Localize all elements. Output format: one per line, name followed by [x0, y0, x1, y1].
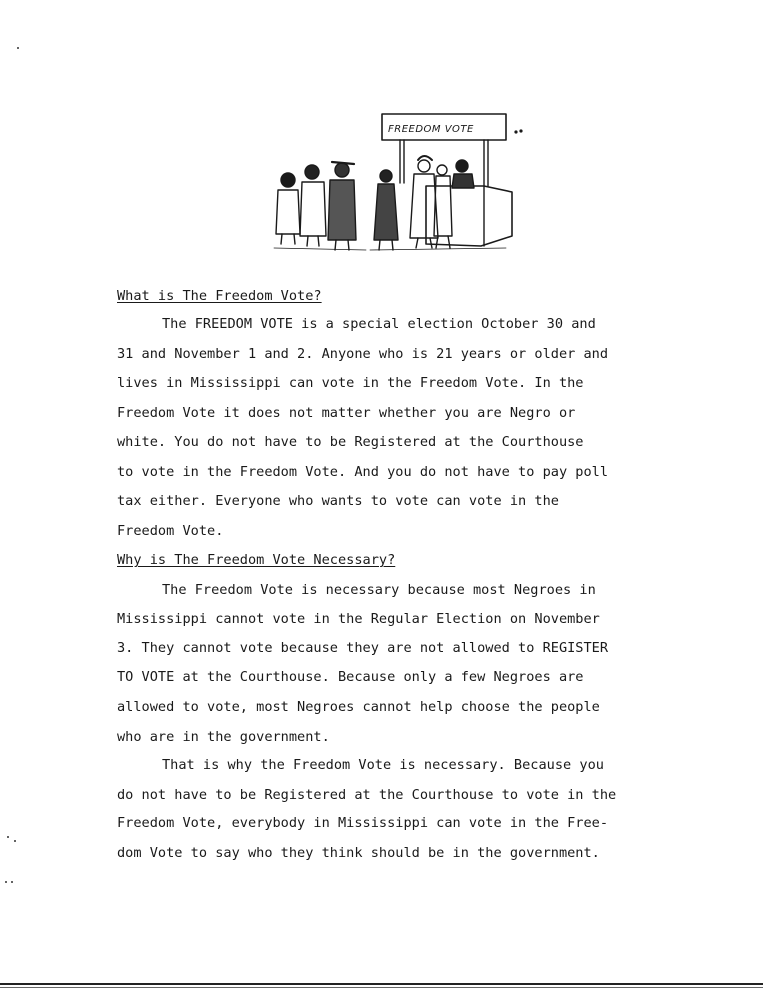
paragraph-line: 3. They cannot vote because they are not allowed to REGISTER — [117, 640, 609, 656]
booth-sign-text: FREEDOM VOTE — [388, 124, 474, 135]
freedom-vote-booth-illustration — [266, 108, 528, 258]
paragraph-line: lives in Mississippi can vote in the Freedom Vote. In the — [117, 375, 584, 391]
scan-speck — [7, 836, 9, 838]
paragraph-line: 31 and November 1 and 2. Anyone who is 21 years or older and — [117, 346, 609, 362]
paragraph-line: Freedom Vote it does not matter whether you are Negro or — [117, 405, 576, 421]
paragraph-line: That is why the Freedom Vote is necessary. Because you — [162, 757, 604, 773]
scan-speck — [17, 47, 19, 49]
section-heading-what-is: What is The Freedom Vote? — [117, 288, 322, 304]
page-bottom-edge — [0, 983, 763, 985]
booth-table — [426, 186, 512, 246]
paragraph-line: The FREEDOM VOTE is a special election October 30 and — [162, 316, 596, 332]
paragraph-line: white. You do not have to be Registered at the Courthouse — [117, 434, 584, 450]
paragraph-line: tax either. Everyone who wants to vote can vote in the — [117, 493, 559, 509]
paragraph-line: do not have to be Registered at the Courthouse to vote in the — [117, 787, 617, 803]
paragraph-line: Mississippi cannot vote in the Regular Election on November — [117, 611, 600, 627]
page-bottom-edge-shadow — [0, 987, 763, 988]
paragraph-line: who are in the government. — [117, 729, 330, 745]
paragraph-line: Freedom Vote, everybody in Mississippi can vote in the Free- — [117, 815, 609, 831]
section-heading-why-necessary: Why is The Freedom Vote Necessary? — [117, 552, 396, 568]
paragraph-line: The Freedom Vote is necessary because most Negroes in — [162, 582, 596, 598]
paragraph-line: dom Vote to say who they think should be in the government. — [117, 845, 600, 861]
scan-speck — [11, 881, 13, 883]
scan-speck — [14, 840, 16, 842]
paragraph-line: Freedom Vote. — [117, 523, 224, 539]
paragraph-line: to vote in the Freedom Vote. And you do not have to pay poll — [117, 464, 609, 480]
scan-speck — [5, 881, 7, 883]
paragraph-line: allowed to vote, most Negroes cannot help choose the people — [117, 699, 600, 715]
paragraph-line: TO VOTE at the Courthouse. Because only a few Negroes are — [117, 669, 584, 685]
